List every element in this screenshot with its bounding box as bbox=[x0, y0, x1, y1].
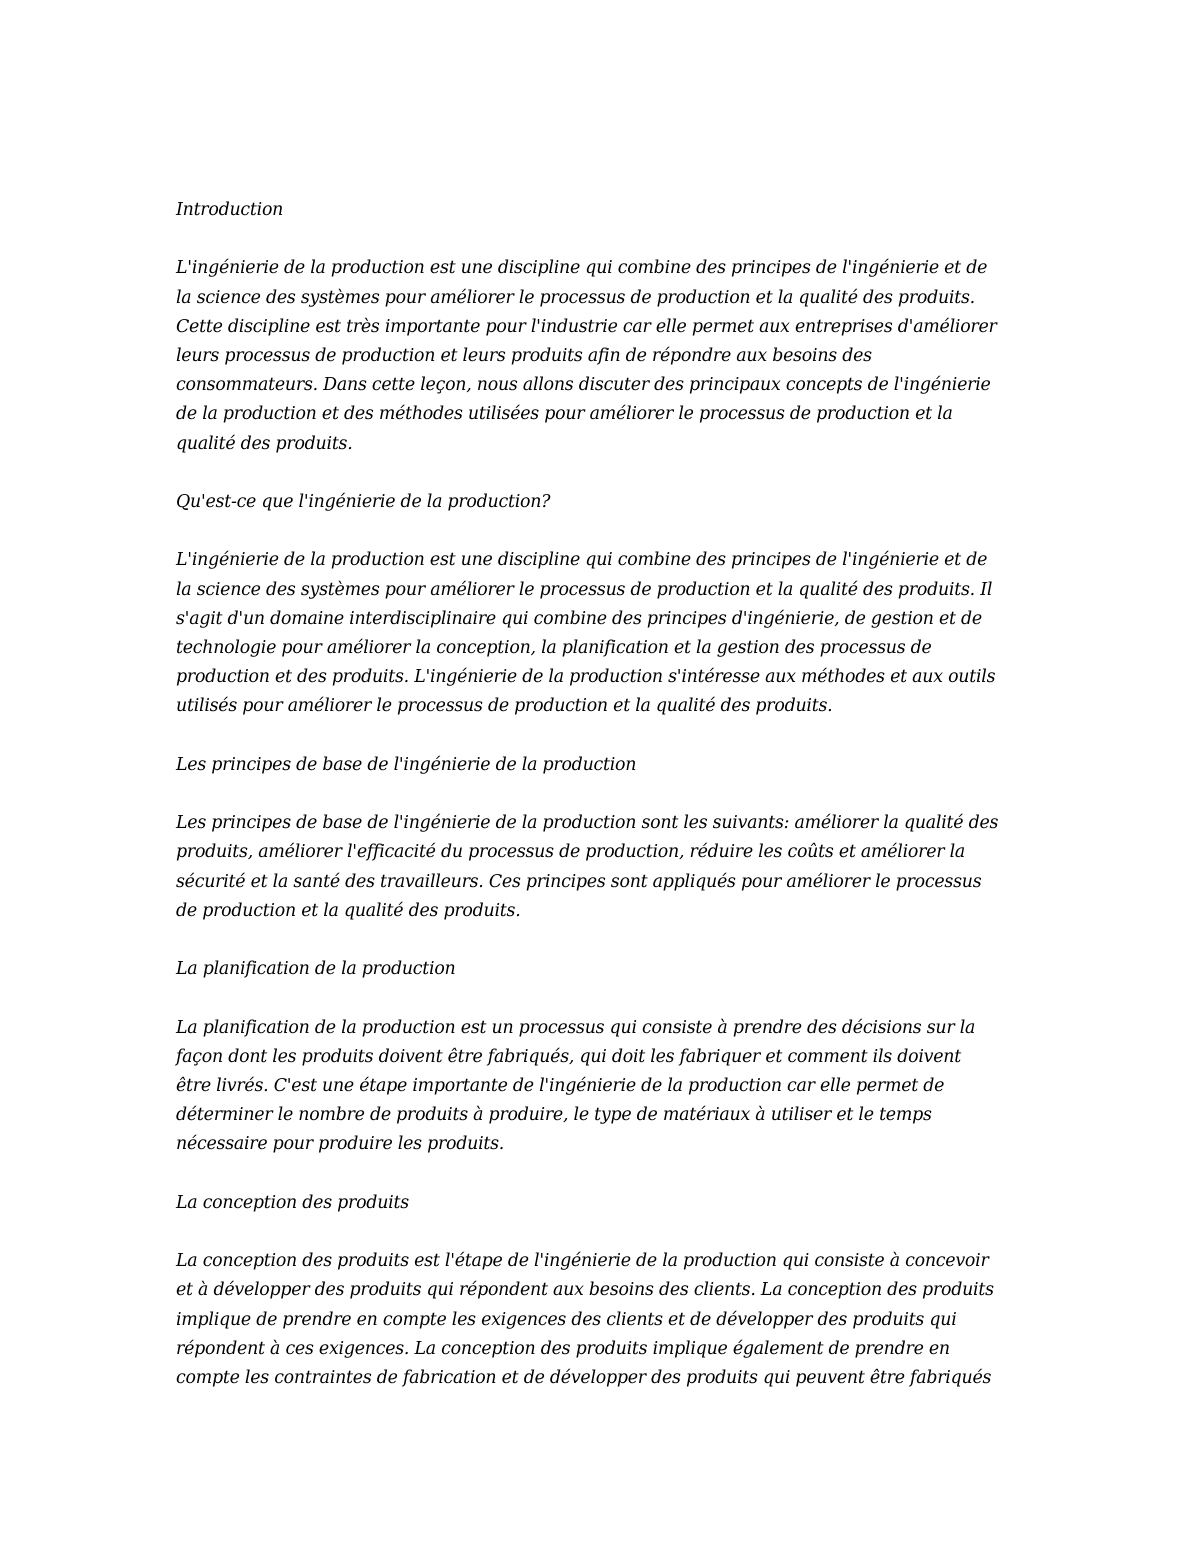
heading-text: La conception des produits bbox=[176, 1192, 409, 1213]
paragraph-definition bbox=[176, 546, 1026, 721]
paragraph-line: répondent à ces exigences. La conception des produits implique également de prendre en bbox=[176, 1338, 950, 1359]
paragraph-introduction bbox=[176, 254, 1026, 458]
paragraph-line: Les principes de base de l'ingénierie de la production sont les suivants: améliorer la qualité des bbox=[176, 813, 999, 834]
paragraph-line: déterminer le nombre de produits à produire, le type de matériaux à utiliser et le temps bbox=[176, 1105, 932, 1126]
paragraph-line: sécurité et la santé des travailleurs. Ces principes sont appliqués pour améliorer le processus bbox=[176, 871, 982, 892]
heading-text: Introduction bbox=[176, 200, 284, 220]
paragraph-line: La planification de la production est un processus qui consiste à prendre des décisions sur la bbox=[176, 1017, 976, 1038]
paragraph-line: s'agit d'un domaine interdisciplinaire qui combine des principes d'ingénierie, de gestion et de bbox=[176, 608, 982, 629]
section-heading-design bbox=[176, 1189, 1026, 1218]
paragraph-line: de la production et des méthodes utilisées pour améliorer le processus de production et la bbox=[176, 404, 953, 425]
section-heading-introduction bbox=[176, 196, 1026, 225]
paragraph-line: façon dont les produits doivent être fabriqués, qui doit les fabriquer et comment ils doivent bbox=[176, 1046, 961, 1067]
section-heading-principles bbox=[176, 751, 1026, 780]
paragraph-line: La conception des produits est l'étape de l'ingénierie de la production qui consiste à concevoir bbox=[176, 1251, 989, 1272]
paragraph-line: la science des systèmes pour améliorer le processus de production et la qualité des produits. Il bbox=[176, 579, 993, 600]
paragraph-line: la science des systèmes pour améliorer le processus de production et la qualité des produits. bbox=[176, 287, 975, 308]
heading-text: La planification de la production bbox=[176, 959, 456, 980]
document-body bbox=[176, 196, 1026, 1422]
paragraph-line: production et des produits. L'ingénierie de la production s'intéresse aux méthodes et aux outils bbox=[176, 667, 996, 688]
paragraph-line: qualité des produits. bbox=[176, 433, 353, 454]
paragraph-line: technologie pour améliorer la conception, la planification et la gestion des processus de bbox=[176, 638, 932, 658]
paragraph-line: leurs processus de production et leurs produits afin de répondre aux besoins des bbox=[176, 346, 872, 366]
paragraph-line: produits, améliorer l'efficacité du processus de production, réduire les coûts et améliorer la bbox=[176, 842, 966, 863]
paragraph-line: L'ingénierie de la production est une discipline qui combine des principes de l'ingénierie et de bbox=[176, 258, 988, 279]
section-heading-planning bbox=[176, 955, 1026, 984]
paragraph-line: implique de prendre en compte les exigences des clients et de développer des produits qui bbox=[176, 1309, 957, 1330]
paragraph-line: de production et la qualité des produits. bbox=[176, 900, 521, 921]
paragraph-line: et à développer des produits qui répondent aux besoins des clients. La conception des produits bbox=[176, 1280, 994, 1301]
paragraph-line: consommateurs. Dans cette leçon, nous allons discuter des principaux concepts de l'ingénierie bbox=[176, 375, 991, 396]
paragraph-line: compte les contraintes de fabrication et de développer des produits qui peuvent être fabriqués bbox=[176, 1367, 992, 1388]
heading-text: Les principes de base de l'ingénierie de la production bbox=[176, 754, 637, 775]
paragraph-planning bbox=[176, 1014, 1026, 1160]
paragraph-line: Cette discipline est très importante pour l'industrie car elle permet aux entreprises d'améliorer bbox=[176, 316, 997, 337]
paragraph-line: être livrés. C'est une étape importante de l'ingénierie de la production car elle permet de bbox=[176, 1075, 945, 1096]
paragraph-line: nécessaire pour produire les produits. bbox=[176, 1134, 505, 1155]
paragraph-line: utilisés pour améliorer le processus de production et la qualité des produits. bbox=[176, 696, 833, 717]
heading-text: Qu'est-ce que l'ingénierie de la production? bbox=[176, 492, 551, 512]
paragraph-principles bbox=[176, 809, 1026, 926]
section-heading-definition bbox=[176, 488, 1026, 517]
paragraph-line: L'ingénierie de la production est une discipline qui combine des principes de l'ingénierie et de bbox=[176, 550, 988, 571]
paragraph-design bbox=[176, 1247, 1026, 1393]
